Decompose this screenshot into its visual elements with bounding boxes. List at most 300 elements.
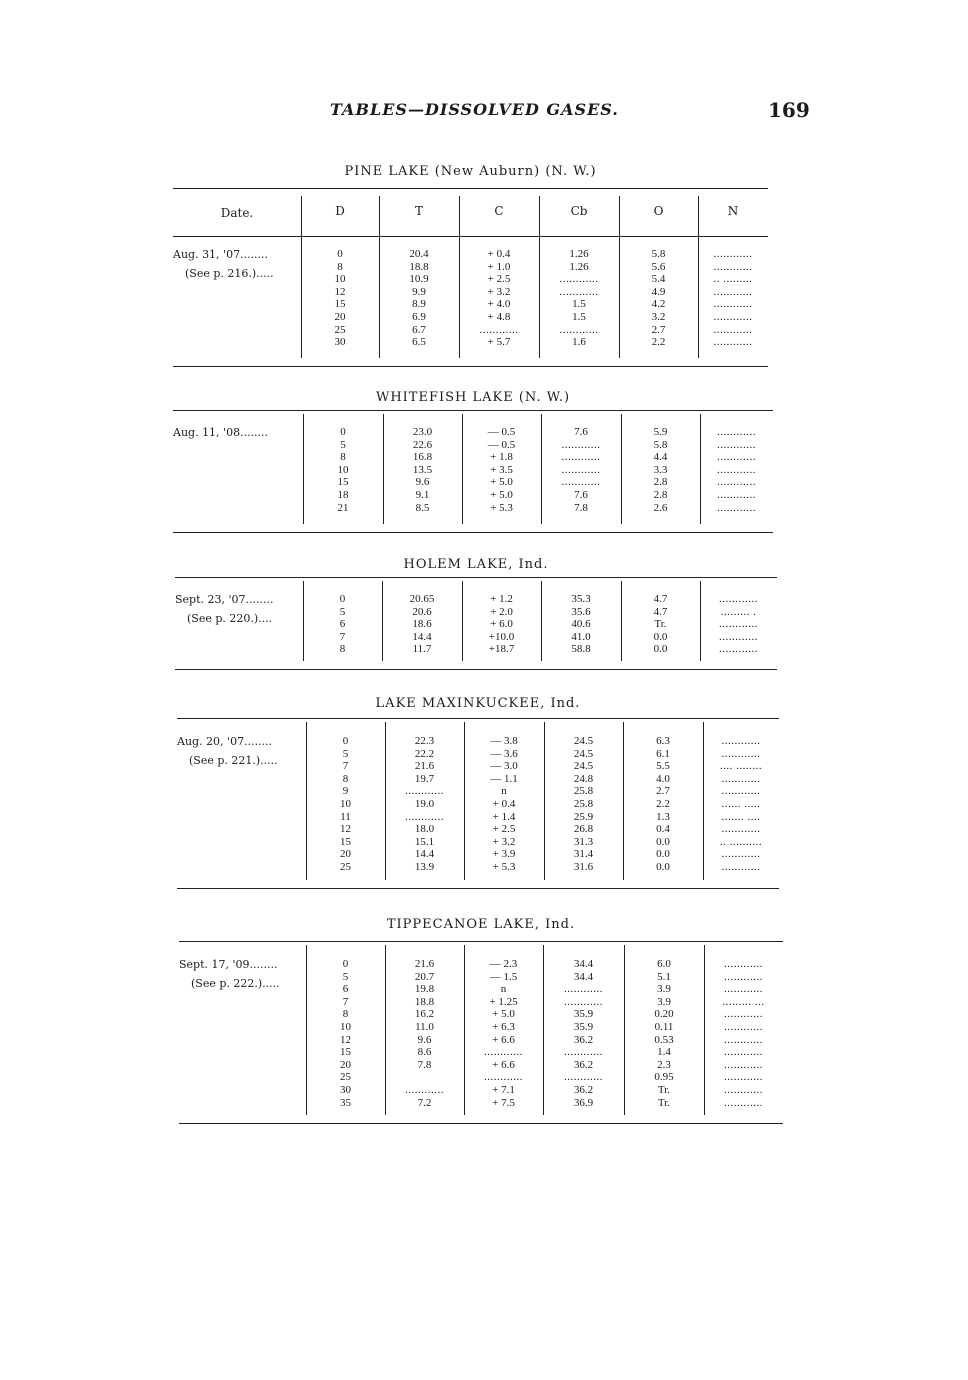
cell-d: 25 — [340, 860, 351, 873]
cell-n: ............ — [717, 501, 756, 514]
column-o — [621, 426, 700, 514]
column-t — [379, 248, 459, 349]
cell-cb: 35.9 — [573, 1020, 594, 1033]
cell-cb: ............ — [561, 476, 601, 489]
cell-cb: ............ — [564, 995, 603, 1008]
table-top-rule — [175, 577, 777, 578]
cell-cb: 1.6 — [572, 336, 586, 349]
cell-cb: 36.2 — [573, 1058, 594, 1071]
column-n — [704, 958, 783, 1109]
cell-t: 8.5 — [415, 501, 430, 514]
column-n — [703, 735, 779, 874]
cell-o: Tr. — [657, 1083, 671, 1096]
cell-cb: 35.3 — [571, 593, 591, 605]
cell-c: + 5.0 — [490, 476, 513, 489]
cell-t: 14.4 — [414, 848, 435, 861]
cell-d: 0 — [342, 735, 349, 747]
cell-d: 30 — [334, 336, 346, 349]
cell-n: ......... ... — [722, 995, 765, 1008]
cell-n: ............ — [721, 823, 761, 836]
cell-o: 0.0 — [656, 860, 670, 873]
table-pine-lake — [173, 160, 768, 370]
column-d — [301, 248, 379, 349]
cell-c: + 5.7 — [487, 336, 511, 349]
cell-n: .. .......... — [719, 835, 763, 848]
cell-cb: 7.6 — [574, 488, 588, 501]
cell-o: 2.8 — [653, 488, 668, 501]
cell-o: 2.2 — [656, 797, 670, 810]
cell-cb: 34.4 — [573, 970, 594, 983]
cell-o: 0.95 — [654, 1071, 674, 1084]
cell-o: 3.9 — [657, 983, 671, 996]
column-o — [624, 958, 704, 1109]
column-t — [383, 426, 462, 514]
cell-n: ............ — [724, 1058, 763, 1071]
cell-t: 22.2 — [414, 747, 435, 760]
column-d — [303, 593, 382, 656]
cell-c: + 7.5 — [492, 1096, 515, 1109]
cell-cb: ............ — [561, 451, 601, 464]
cell-c: + 1.4 — [492, 810, 516, 823]
cell-n: ............ — [721, 772, 761, 785]
cell-c: + 5.0 — [492, 1008, 515, 1021]
cell-cb: 24.8 — [573, 772, 594, 785]
column-n — [698, 248, 768, 349]
cell-n: ............ — [724, 1033, 763, 1046]
cell-cb: 41.0 — [571, 630, 591, 643]
cell-o: 4.7 — [653, 605, 668, 618]
column-header-c: C — [494, 204, 504, 218]
column-header-d: D — [335, 204, 345, 218]
cell-o: 2.7 — [656, 785, 670, 798]
cell-d: 12 — [334, 285, 346, 298]
cell-t: 9.6 — [417, 1033, 432, 1046]
cell-c: n — [500, 983, 507, 996]
cell-t: 19.8 — [414, 983, 435, 996]
cell-cb: 40.6 — [571, 618, 591, 631]
cell-o: 0.53 — [654, 1033, 674, 1046]
cell-cb: 24.5 — [573, 747, 594, 760]
cell-t: 9.9 — [412, 285, 426, 298]
cell-t: 21.6 — [414, 958, 435, 970]
column-cb — [543, 958, 624, 1109]
cell-c: + 0.4 — [492, 797, 516, 810]
cell-cb: 7.6 — [574, 426, 588, 438]
cell-t: 20.65 — [409, 593, 435, 605]
cell-t: 16.8 — [412, 451, 433, 464]
cell-d: 5 — [339, 605, 346, 618]
column-cb — [539, 248, 619, 349]
column-d — [303, 426, 383, 514]
cell-t: 18.0 — [414, 823, 435, 836]
cell-t: ............ — [405, 785, 444, 798]
cell-c: ............ — [484, 1071, 523, 1084]
cell-c: + 1.2 — [490, 593, 513, 605]
cell-cb: 36.9 — [573, 1096, 594, 1109]
cell-t: 11.7 — [412, 643, 432, 656]
cell-cb: ............ — [559, 285, 599, 298]
table-top-rule — [173, 410, 773, 411]
cell-n: ............ — [721, 747, 761, 760]
cell-n: ............ — [721, 860, 761, 873]
cell-t: 7.2 — [417, 1096, 432, 1109]
cell-c: +10.0 — [488, 630, 515, 643]
cell-t: 22.3 — [414, 735, 435, 747]
cell-cb: 24.5 — [573, 735, 594, 747]
table-title: LAKE MAXINKUCKEE, Ind. — [375, 696, 581, 711]
table-bottom-rule — [173, 532, 773, 533]
cell-o: 0.0 — [653, 643, 668, 656]
cell-d: 20 — [340, 1058, 351, 1071]
date-line: Aug. 11, '08........ — [173, 426, 269, 439]
table-title: WHITEFISH LAKE (N. W.) — [375, 390, 571, 405]
column-t — [385, 735, 464, 874]
cell-d: 5 — [342, 747, 349, 760]
cell-o: 0.20 — [654, 1008, 674, 1021]
cell-c: — 0.5 — [487, 438, 516, 451]
cell-o: 4.9 — [651, 285, 666, 298]
cell-t: 20.4 — [409, 248, 429, 260]
cell-cb: 31.6 — [573, 860, 594, 873]
cell-d: 6 — [339, 618, 346, 631]
cell-t: 18.6 — [412, 618, 432, 631]
table-bottom-rule — [175, 669, 777, 670]
table-bottom-rule — [173, 366, 768, 367]
cell-cb: ............ — [561, 438, 601, 451]
cell-cb: 25.8 — [573, 785, 594, 798]
cell-n: ............ — [717, 451, 756, 464]
date-line: (See p. 216.)..... — [185, 267, 274, 280]
cell-d: 18 — [337, 488, 349, 501]
cell-t: 11.0 — [415, 1020, 434, 1033]
cell-n: ....... .... — [721, 810, 761, 823]
cell-cb: 35.9 — [573, 1008, 594, 1021]
date-line: Aug. 20, '07........ — [177, 735, 273, 748]
cell-t: 6.9 — [412, 310, 426, 323]
date-line: Sept. 17, '09........ — [179, 958, 278, 971]
cell-c: + 3.2 — [487, 285, 511, 298]
cell-d: 25 — [340, 1071, 351, 1084]
cell-o: 3.2 — [651, 310, 666, 323]
cell-n: ............ — [724, 983, 763, 996]
cell-o: 5.1 — [657, 970, 671, 983]
date-line: (See p. 220.).... — [187, 612, 273, 625]
cell-cb: 35.6 — [571, 605, 591, 618]
cell-o: 1.4 — [657, 1046, 671, 1059]
cell-cb: ............ — [559, 323, 599, 336]
cell-o: Tr. — [657, 1096, 671, 1109]
cell-d: 12 — [340, 823, 351, 836]
cell-c: +18.7 — [488, 643, 515, 656]
cell-c: — 3.6 — [490, 747, 518, 760]
cell-c: + 6.6 — [492, 1033, 515, 1046]
cell-d: 8 — [342, 1008, 349, 1021]
cell-o: 4.7 — [653, 593, 668, 605]
cell-o: 5.6 — [651, 260, 666, 273]
column-c — [462, 426, 541, 514]
cell-cb: 36.2 — [573, 1033, 594, 1046]
cell-o: Tr. — [654, 618, 667, 631]
column-header-date: Date. — [220, 206, 254, 220]
cell-n: ............ — [719, 618, 758, 631]
cell-d: 30 — [340, 1083, 351, 1096]
cell-t: 13.9 — [414, 860, 435, 873]
cell-o: 0.11 — [654, 1020, 674, 1033]
cell-d: 10 — [337, 463, 349, 476]
cell-n: ............ — [724, 1008, 763, 1021]
cell-t: 15.1 — [414, 835, 435, 848]
cell-o: 4.4 — [653, 451, 668, 464]
cell-t: 20.7 — [414, 970, 435, 983]
cell-cb: 1.5 — [572, 298, 586, 311]
cell-cb: 1.26 — [569, 260, 589, 273]
column-c — [464, 958, 543, 1109]
column-header-t: T — [414, 204, 423, 218]
cell-n: ............ — [713, 310, 753, 323]
cell-n: ............ — [724, 1020, 763, 1033]
cell-o: 2.7 — [651, 323, 666, 336]
cell-d: 11 — [340, 810, 351, 823]
cell-cb: 36.2 — [573, 1083, 594, 1096]
cell-cb: ............ — [561, 463, 601, 476]
cell-d: 20 — [334, 310, 346, 323]
cell-d: 15 — [340, 835, 351, 848]
date-line: (See p. 221.)..... — [189, 754, 278, 767]
cell-n: ............ — [724, 1046, 763, 1059]
table-lake-maxinkuckee — [177, 694, 779, 892]
cell-d: 15 — [334, 298, 346, 311]
cell-d: 8 — [339, 643, 346, 656]
cell-n: ...... ..... — [721, 797, 761, 810]
column-c — [464, 735, 544, 874]
cell-o: 3.9 — [657, 995, 671, 1008]
cell-n: ............ — [724, 958, 763, 970]
cell-t: 9.1 — [415, 488, 430, 501]
cell-c: + 2.5 — [487, 273, 511, 286]
cell-d: 12 — [340, 1033, 351, 1046]
cell-c: + 6.3 — [492, 1020, 515, 1033]
cell-c: + 4.0 — [487, 298, 511, 311]
date-line: (See p. 222.)..... — [191, 977, 280, 990]
column-c — [462, 593, 541, 656]
cell-cb: 1.26 — [569, 248, 589, 260]
cell-n: ......... . — [720, 605, 757, 618]
column-header-n: N — [727, 204, 739, 218]
cell-t: 6.7 — [412, 323, 426, 336]
table-title: HOLEM LAKE, Ind. — [403, 557, 549, 572]
cell-d: 15 — [340, 1046, 351, 1059]
column-d — [306, 735, 385, 874]
cell-o: 2.3 — [657, 1058, 671, 1071]
cell-o: 2.8 — [653, 476, 668, 489]
table-bottom-rule — [177, 888, 779, 889]
cell-c: + 1.8 — [490, 451, 513, 464]
cell-o: 3.3 — [653, 463, 668, 476]
column-t — [385, 958, 464, 1109]
cell-c: + 1.25 — [489, 995, 518, 1008]
cell-n: ............ — [724, 1096, 763, 1109]
date-line: Aug. 31, '07........ — [173, 248, 269, 261]
cell-c: — 3.0 — [490, 760, 518, 773]
cell-c: + 2.5 — [492, 823, 516, 836]
cell-d: 7 — [339, 630, 346, 643]
page-number: 169 — [768, 98, 810, 122]
cell-cb: ............ — [559, 273, 599, 286]
cell-d: 35 — [340, 1096, 351, 1109]
column-cb — [541, 593, 621, 656]
column-header-cb: Cb — [570, 204, 588, 218]
cell-cb: 34.4 — [573, 958, 594, 970]
cell-o: 6.0 — [657, 958, 671, 970]
column-header-o: O — [653, 204, 664, 218]
cell-t: 13.5 — [412, 463, 433, 476]
cell-d: 7 — [342, 995, 349, 1008]
cell-t: ............ — [405, 1083, 444, 1096]
column-o — [623, 735, 703, 874]
cell-cb: 24.5 — [573, 760, 594, 773]
cell-n: ............ — [719, 643, 758, 656]
cell-d: 0 — [337, 248, 343, 260]
cell-c: + 5.0 — [490, 488, 513, 501]
table-title: TIPPECANOE LAKE, Ind. — [386, 917, 576, 932]
column-t — [382, 593, 462, 656]
cell-c: + 5.3 — [492, 860, 516, 873]
cell-d: 5 — [340, 438, 346, 451]
cell-d: 9 — [342, 785, 349, 798]
cell-t: 8.9 — [412, 298, 426, 311]
cell-c: + 0.4 — [487, 248, 511, 260]
cell-n: ............ — [724, 1083, 763, 1096]
cell-o: 6.1 — [656, 747, 670, 760]
cell-n: .... ........ — [719, 760, 763, 773]
cell-cb: 31.4 — [573, 848, 594, 861]
date-line: Sept. 23, '07........ — [175, 593, 274, 606]
cell-t: 16.2 — [414, 1008, 435, 1021]
cell-cb: 26.8 — [573, 823, 594, 836]
cell-n: ............ — [713, 323, 753, 336]
cell-n: ............ — [717, 476, 756, 489]
cell-d: 5 — [342, 970, 349, 983]
cell-c: — 0.5 — [487, 426, 516, 438]
cell-t: 6.5 — [412, 336, 426, 349]
cell-n: ............ — [724, 1071, 763, 1084]
cell-cb: ............ — [564, 1071, 603, 1084]
cell-n: ............ — [717, 426, 756, 438]
cell-n: ............ — [717, 463, 756, 476]
table-top-rule — [177, 718, 779, 719]
table-top-rule — [173, 188, 768, 189]
cell-o: 5.5 — [656, 760, 670, 773]
column-n — [700, 593, 777, 656]
cell-d: 25 — [334, 323, 346, 336]
cell-o: 0.0 — [656, 835, 670, 848]
cell-t: 19.0 — [414, 797, 435, 810]
cell-o: 0.0 — [653, 630, 668, 643]
cell-c: + 3.2 — [492, 835, 516, 848]
cell-c: — 2.3 — [489, 958, 518, 970]
column-o — [619, 248, 698, 349]
cell-n: ............ — [717, 488, 756, 501]
cell-c: ............ — [479, 323, 519, 336]
cell-cb: 7.8 — [574, 501, 588, 514]
cell-o: 5.4 — [651, 273, 666, 286]
cell-o: 1.3 — [656, 810, 670, 823]
cell-d: 8 — [340, 451, 346, 464]
cell-c: + 5.3 — [490, 501, 513, 514]
cell-d: 8 — [337, 260, 343, 273]
running-head: TABLES—DISSOLVED GASES. — [330, 100, 619, 119]
cell-c: + 2.0 — [490, 605, 513, 618]
cell-c: + 6.0 — [490, 618, 513, 631]
cell-c: ............ — [484, 1046, 523, 1059]
cell-o: 2.2 — [651, 336, 666, 349]
cell-n: ............ — [721, 785, 761, 798]
cell-o: 5.8 — [651, 248, 666, 260]
cell-cb: 31.3 — [573, 835, 594, 848]
table-title: PINE LAKE (New Auburn) (N. W.) — [344, 164, 597, 179]
cell-c: + 3.5 — [490, 463, 513, 476]
cell-n: ............ — [713, 336, 753, 349]
column-cb — [544, 735, 623, 874]
cell-t: 19.7 — [414, 772, 435, 785]
cell-t: 14.4 — [412, 630, 432, 643]
cell-d: 0 — [339, 593, 346, 605]
cell-d: 0 — [342, 958, 349, 970]
cell-c: + 4.8 — [487, 310, 511, 323]
cell-cb: ............ — [564, 1046, 603, 1059]
cell-t: 21.6 — [414, 760, 435, 773]
table-whitefish-lake — [173, 388, 773, 536]
cell-n: ............ — [721, 735, 761, 747]
cell-c: — 1.1 — [490, 772, 518, 785]
cell-c: + 7.1 — [492, 1083, 515, 1096]
cell-o: 0.4 — [656, 823, 670, 836]
cell-d: 10 — [340, 1020, 351, 1033]
cell-d: 20 — [340, 848, 351, 861]
cell-c: — 3.8 — [490, 735, 518, 747]
cell-d: 21 — [337, 501, 349, 514]
cell-c: — 1.5 — [489, 970, 518, 983]
cell-t: 22.6 — [412, 438, 433, 451]
table-holem-lake — [175, 555, 777, 673]
cell-n: ............ — [713, 248, 753, 260]
cell-n: ............ — [713, 298, 753, 311]
cell-t: ............ — [405, 810, 444, 823]
cell-o: 0.0 — [656, 848, 670, 861]
cell-n: ............ — [713, 285, 753, 298]
cell-o: 4.0 — [656, 772, 670, 785]
cell-t: 18.8 — [409, 260, 429, 273]
column-c — [459, 248, 539, 349]
cell-n: ............ — [721, 848, 761, 861]
cell-c: n — [501, 785, 507, 798]
cell-t: 8.6 — [417, 1046, 432, 1059]
cell-c: + 1.0 — [487, 260, 511, 273]
table-tippecanoe-lake — [179, 915, 783, 1127]
cell-o: 6.3 — [656, 735, 670, 747]
column-n — [700, 426, 773, 514]
cell-n: ............ — [713, 260, 753, 273]
cell-n: .. ......... — [713, 273, 753, 286]
cell-n: ............ — [717, 438, 756, 451]
cell-t: 10.9 — [409, 273, 429, 286]
cell-t: 23.0 — [412, 426, 433, 438]
column-cb — [541, 426, 621, 514]
column-d — [306, 958, 385, 1109]
cell-cb: 1.5 — [572, 310, 586, 323]
cell-d: 6 — [342, 983, 349, 996]
cell-t — [385, 1071, 464, 1084]
